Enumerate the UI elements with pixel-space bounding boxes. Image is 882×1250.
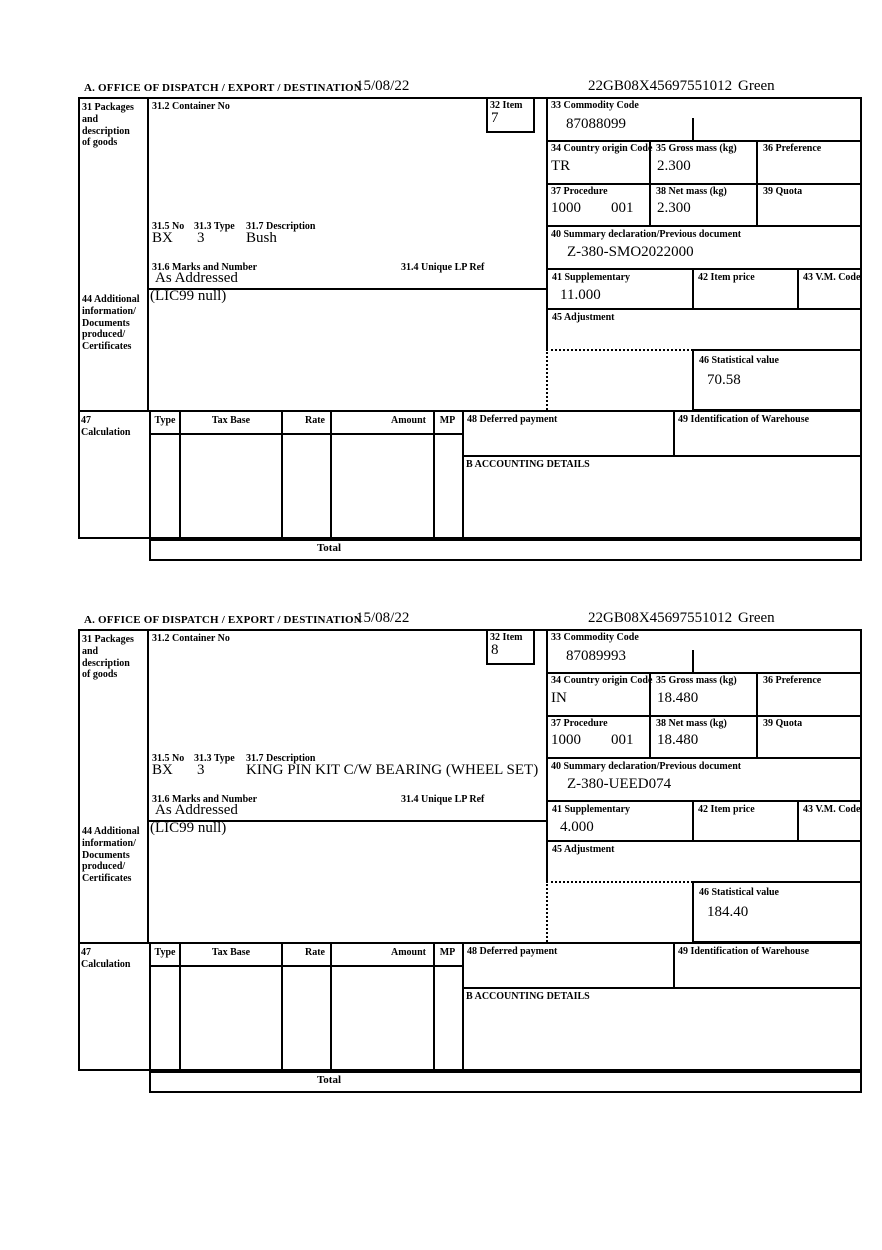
divider-mp-box48 — [462, 410, 464, 539]
divider-row-34-37 — [546, 183, 862, 185]
divider-box33-bottom — [546, 140, 862, 142]
divider-box47-top — [78, 410, 862, 412]
box-36-preference-label: 36 Preference — [763, 675, 822, 686]
calc-column-type-header: Type — [154, 947, 176, 958]
box-48-deferred-payment-label: 48 Deferred payment — [467, 414, 558, 425]
divider-type-taxbase — [179, 942, 181, 1071]
calc-table-header-underline — [149, 965, 464, 967]
divider-row-34-37 — [546, 715, 862, 717]
divider-row-40-41 — [546, 268, 862, 270]
box-32-item-label: 32 Item — [490, 632, 523, 643]
procedure-code-2-value: 001 — [611, 200, 634, 216]
box-42-item-price-label: 42 Item price — [698, 272, 755, 283]
package-no-value: BX — [152, 230, 173, 246]
divider-35-36 — [756, 140, 758, 225]
box-47-calculation-label: 47 Calculation — [81, 947, 131, 970]
declaration-date: 15/08/22 — [356, 78, 410, 94]
box-37-procedure-label: 37 Procedure — [551, 718, 608, 729]
country-origin-value: IN — [551, 690, 567, 706]
divider-48-49 — [673, 410, 675, 457]
additional-information-value: (LIC99 null) — [150, 288, 227, 304]
box-46-statistical-value-label: 46 Statistical value — [699, 887, 779, 898]
divider-left-column — [147, 629, 149, 942]
calc-table-left-border — [149, 942, 151, 1071]
calc-column-rate-header: Rate — [305, 947, 325, 958]
box-35-gross-mass-label: 35 Gross mass (kg) — [656, 143, 737, 154]
divider-left-column — [147, 97, 149, 410]
box-31-3-type-label: 31.3 Type — [194, 753, 235, 764]
divider-35-36 — [756, 672, 758, 757]
box-31-2-container-no-label: 31.2 Container No — [152, 633, 230, 644]
box-44-additional-info-label: 44 Additional information/ Documents produced/ Certificates — [82, 826, 140, 885]
box-45-adjustment-label: 45 Adjustment — [552, 844, 615, 855]
box-35-gross-mass-label: 35 Gross mass (kg) — [656, 675, 737, 686]
box-46-statistical-value-label: 46 Statistical value — [699, 355, 779, 366]
commodity-code-value: 87088099 — [566, 116, 626, 132]
box-31-6-marks-label: 31.6 Marks and Number — [152, 794, 258, 805]
form-outer-border — [78, 629, 862, 1071]
procedure-code-value: 1000 — [551, 200, 581, 216]
box-33-commodity-code-label: 33 Commodity Code — [551, 632, 639, 643]
divider-42-43 — [797, 800, 799, 840]
accounting-details-label: B ACCOUNTING DETAILS — [466, 459, 590, 470]
total-label: Total — [316, 542, 342, 554]
calc-table-header-underline — [149, 433, 464, 435]
divider-41-42 — [692, 800, 694, 840]
box-41-supplementary-label: 41 Supplementary — [552, 272, 631, 283]
box-40-previous-document-label: 40 Summary declaration/Previous document — [551, 229, 742, 240]
net-mass-value: 18.480 — [657, 732, 699, 748]
box-38-net-mass-label: 38 Net mass (kg) — [656, 186, 727, 197]
divider-box33-bottom — [546, 672, 862, 674]
commodity-code-subdivision-tick — [692, 118, 694, 140]
divider-rate-amount — [330, 942, 332, 1071]
item-number-value: 7 — [491, 110, 499, 126]
dotted-divider-vertical — [546, 349, 548, 410]
divider-rate-amount — [330, 410, 332, 539]
divider-42-43 — [797, 268, 799, 308]
calc-column-tax-base-header: Tax Base — [211, 947, 251, 958]
statistical-value-value: 184.40 — [707, 904, 749, 920]
box-31-5-no-label: 31.5 No — [152, 221, 185, 232]
calc-column-mp-header: MP — [439, 947, 456, 958]
movement-reference-number: 22GB08X45697551012 — [588, 610, 733, 626]
box-31-7-description-label: 31.7 Description — [246, 753, 316, 764]
declaration-item-block-7 — [78, 78, 864, 564]
statistical-value-value: 70.58 — [707, 372, 741, 388]
box-34-country-origin-label: 34 Country origin Code — [551, 143, 653, 154]
divider-mid — [546, 629, 548, 881]
divider-amount-mp — [433, 410, 435, 539]
marks-and-number-value: As Addressed — [155, 270, 238, 286]
gross-mass-value: 2.300 — [657, 158, 691, 174]
box-32-item-label: 32 Item — [490, 100, 523, 111]
box-45-adjustment-label: 45 Adjustment — [552, 312, 615, 323]
goods-description-value: Bush — [246, 230, 277, 246]
box-49-warehouse-label: 49 Identification of Warehouse — [678, 946, 810, 957]
package-type-value: 3 — [197, 230, 205, 246]
divider-48-49 — [673, 942, 675, 989]
package-type-value: 3 — [197, 762, 205, 778]
form-outer-border — [78, 97, 862, 539]
box-47-calculation-label: 47 Calculation — [81, 415, 131, 438]
office-of-dispatch-title: A. OFFICE OF DISPATCH / EXPORT / DESTINATION — [84, 614, 362, 626]
divider-row-41-45 — [546, 840, 862, 842]
goods-description-value: KING PIN KIT C/W BEARING (WHEEL SET) — [246, 762, 539, 778]
declaration-item-block-8 — [78, 610, 864, 1096]
divider-row-40-41 — [546, 800, 862, 802]
dotted-divider-vertical — [546, 881, 548, 942]
accounting-details-label: B ACCOUNTING DETAILS — [466, 991, 590, 1002]
calc-table-left-border — [149, 410, 151, 539]
item-number-value: 8 — [491, 642, 499, 658]
calc-column-type-header: Type — [154, 415, 176, 426]
box-31-4-unique-lp-ref-label: 31.4 Unique LP Ref — [401, 794, 485, 805]
commodity-code-subdivision-tick — [692, 650, 694, 672]
supplementary-units-value: 4.000 — [560, 819, 594, 835]
box-43-vm-code-label: 43 V.M. Code — [803, 804, 861, 815]
declaration-date: 15/08/22 — [356, 610, 410, 626]
calc-column-amount-header: Amount — [390, 947, 426, 958]
box-33-commodity-code-label: 33 Commodity Code — [551, 100, 639, 111]
divider-row-41-45 — [546, 308, 862, 310]
country-origin-value: TR — [551, 158, 571, 174]
marks-and-number-value: As Addressed — [155, 802, 238, 818]
box-31-packages-label: 31 Packages and description of goods — [82, 102, 134, 149]
dotted-divider-horizontal — [546, 881, 693, 883]
package-no-value: BX — [152, 762, 173, 778]
divider-box47-top — [78, 942, 862, 944]
calc-column-mp-header: MP — [439, 415, 456, 426]
divider-type-taxbase — [179, 410, 181, 539]
total-label: Total — [316, 1074, 342, 1086]
supplementary-units-value: 11.000 — [560, 287, 601, 303]
box-39-quota-label: 39 Quota — [763, 718, 803, 729]
box-44-additional-info-label: 44 Additional information/ Documents produced/ Certificates — [82, 294, 140, 353]
procedure-code-value: 1000 — [551, 732, 581, 748]
calc-column-rate-header: Rate — [305, 415, 325, 426]
box-31-6-marks-label: 31.6 Marks and Number — [152, 262, 258, 273]
movement-reference-number: 22GB08X45697551012 — [588, 78, 733, 94]
box-31-2-container-no-label: 31.2 Container No — [152, 101, 230, 112]
divider-taxbase-rate — [281, 410, 283, 539]
routing-status: Green — [738, 610, 775, 626]
divider-row-37-40 — [546, 225, 862, 227]
box-31-packages-label: 31 Packages and description of goods — [82, 634, 134, 681]
procedure-code-2-value: 001 — [611, 732, 634, 748]
divider-mid — [546, 97, 548, 349]
routing-status: Green — [738, 78, 775, 94]
commodity-code-value: 87089993 — [566, 648, 626, 664]
box-37-procedure-label: 37 Procedure — [551, 186, 608, 197]
box-43-vm-code-label: 43 V.M. Code — [803, 272, 861, 283]
box-31-5-no-label: 31.5 No — [152, 753, 185, 764]
box-31-7-description-label: 31.7 Description — [246, 221, 316, 232]
dotted-divider-horizontal — [546, 349, 693, 351]
previous-document-value: Z-380-SMO2022000 — [567, 244, 694, 260]
box-36-preference-label: 36 Preference — [763, 143, 822, 154]
net-mass-value: 2.300 — [657, 200, 691, 216]
box-39-quota-label: 39 Quota — [763, 186, 803, 197]
office-of-dispatch-title: A. OFFICE OF DISPATCH / EXPORT / DESTINATION — [84, 82, 362, 94]
divider-mp-box48 — [462, 942, 464, 1071]
box-49-warehouse-label: 49 Identification of Warehouse — [678, 414, 810, 425]
previous-document-value: Z-380-UEED074 — [567, 776, 672, 792]
divider-row-37-40 — [546, 757, 862, 759]
divider-accounting-top — [462, 455, 862, 457]
divider-accounting-top — [462, 987, 862, 989]
box-40-previous-document-label: 40 Summary declaration/Previous document — [551, 761, 742, 772]
box-34-country-origin-label: 34 Country origin Code — [551, 675, 653, 686]
gross-mass-value: 18.480 — [657, 690, 699, 706]
box-48-deferred-payment-label: 48 Deferred payment — [467, 946, 558, 957]
box-42-item-price-label: 42 Item price — [698, 804, 755, 815]
divider-amount-mp — [433, 942, 435, 1071]
calc-column-tax-base-header: Tax Base — [211, 415, 251, 426]
box-38-net-mass-label: 38 Net mass (kg) — [656, 718, 727, 729]
divider-41-42 — [692, 268, 694, 308]
divider-taxbase-rate — [281, 942, 283, 1071]
box-31-3-type-label: 31.3 Type — [194, 221, 235, 232]
box-31-4-unique-lp-ref-label: 31.4 Unique LP Ref — [401, 262, 485, 273]
box-41-supplementary-label: 41 Supplementary — [552, 804, 631, 815]
calc-column-amount-header: Amount — [390, 415, 426, 426]
additional-information-value: (LIC99 null) — [150, 820, 227, 836]
